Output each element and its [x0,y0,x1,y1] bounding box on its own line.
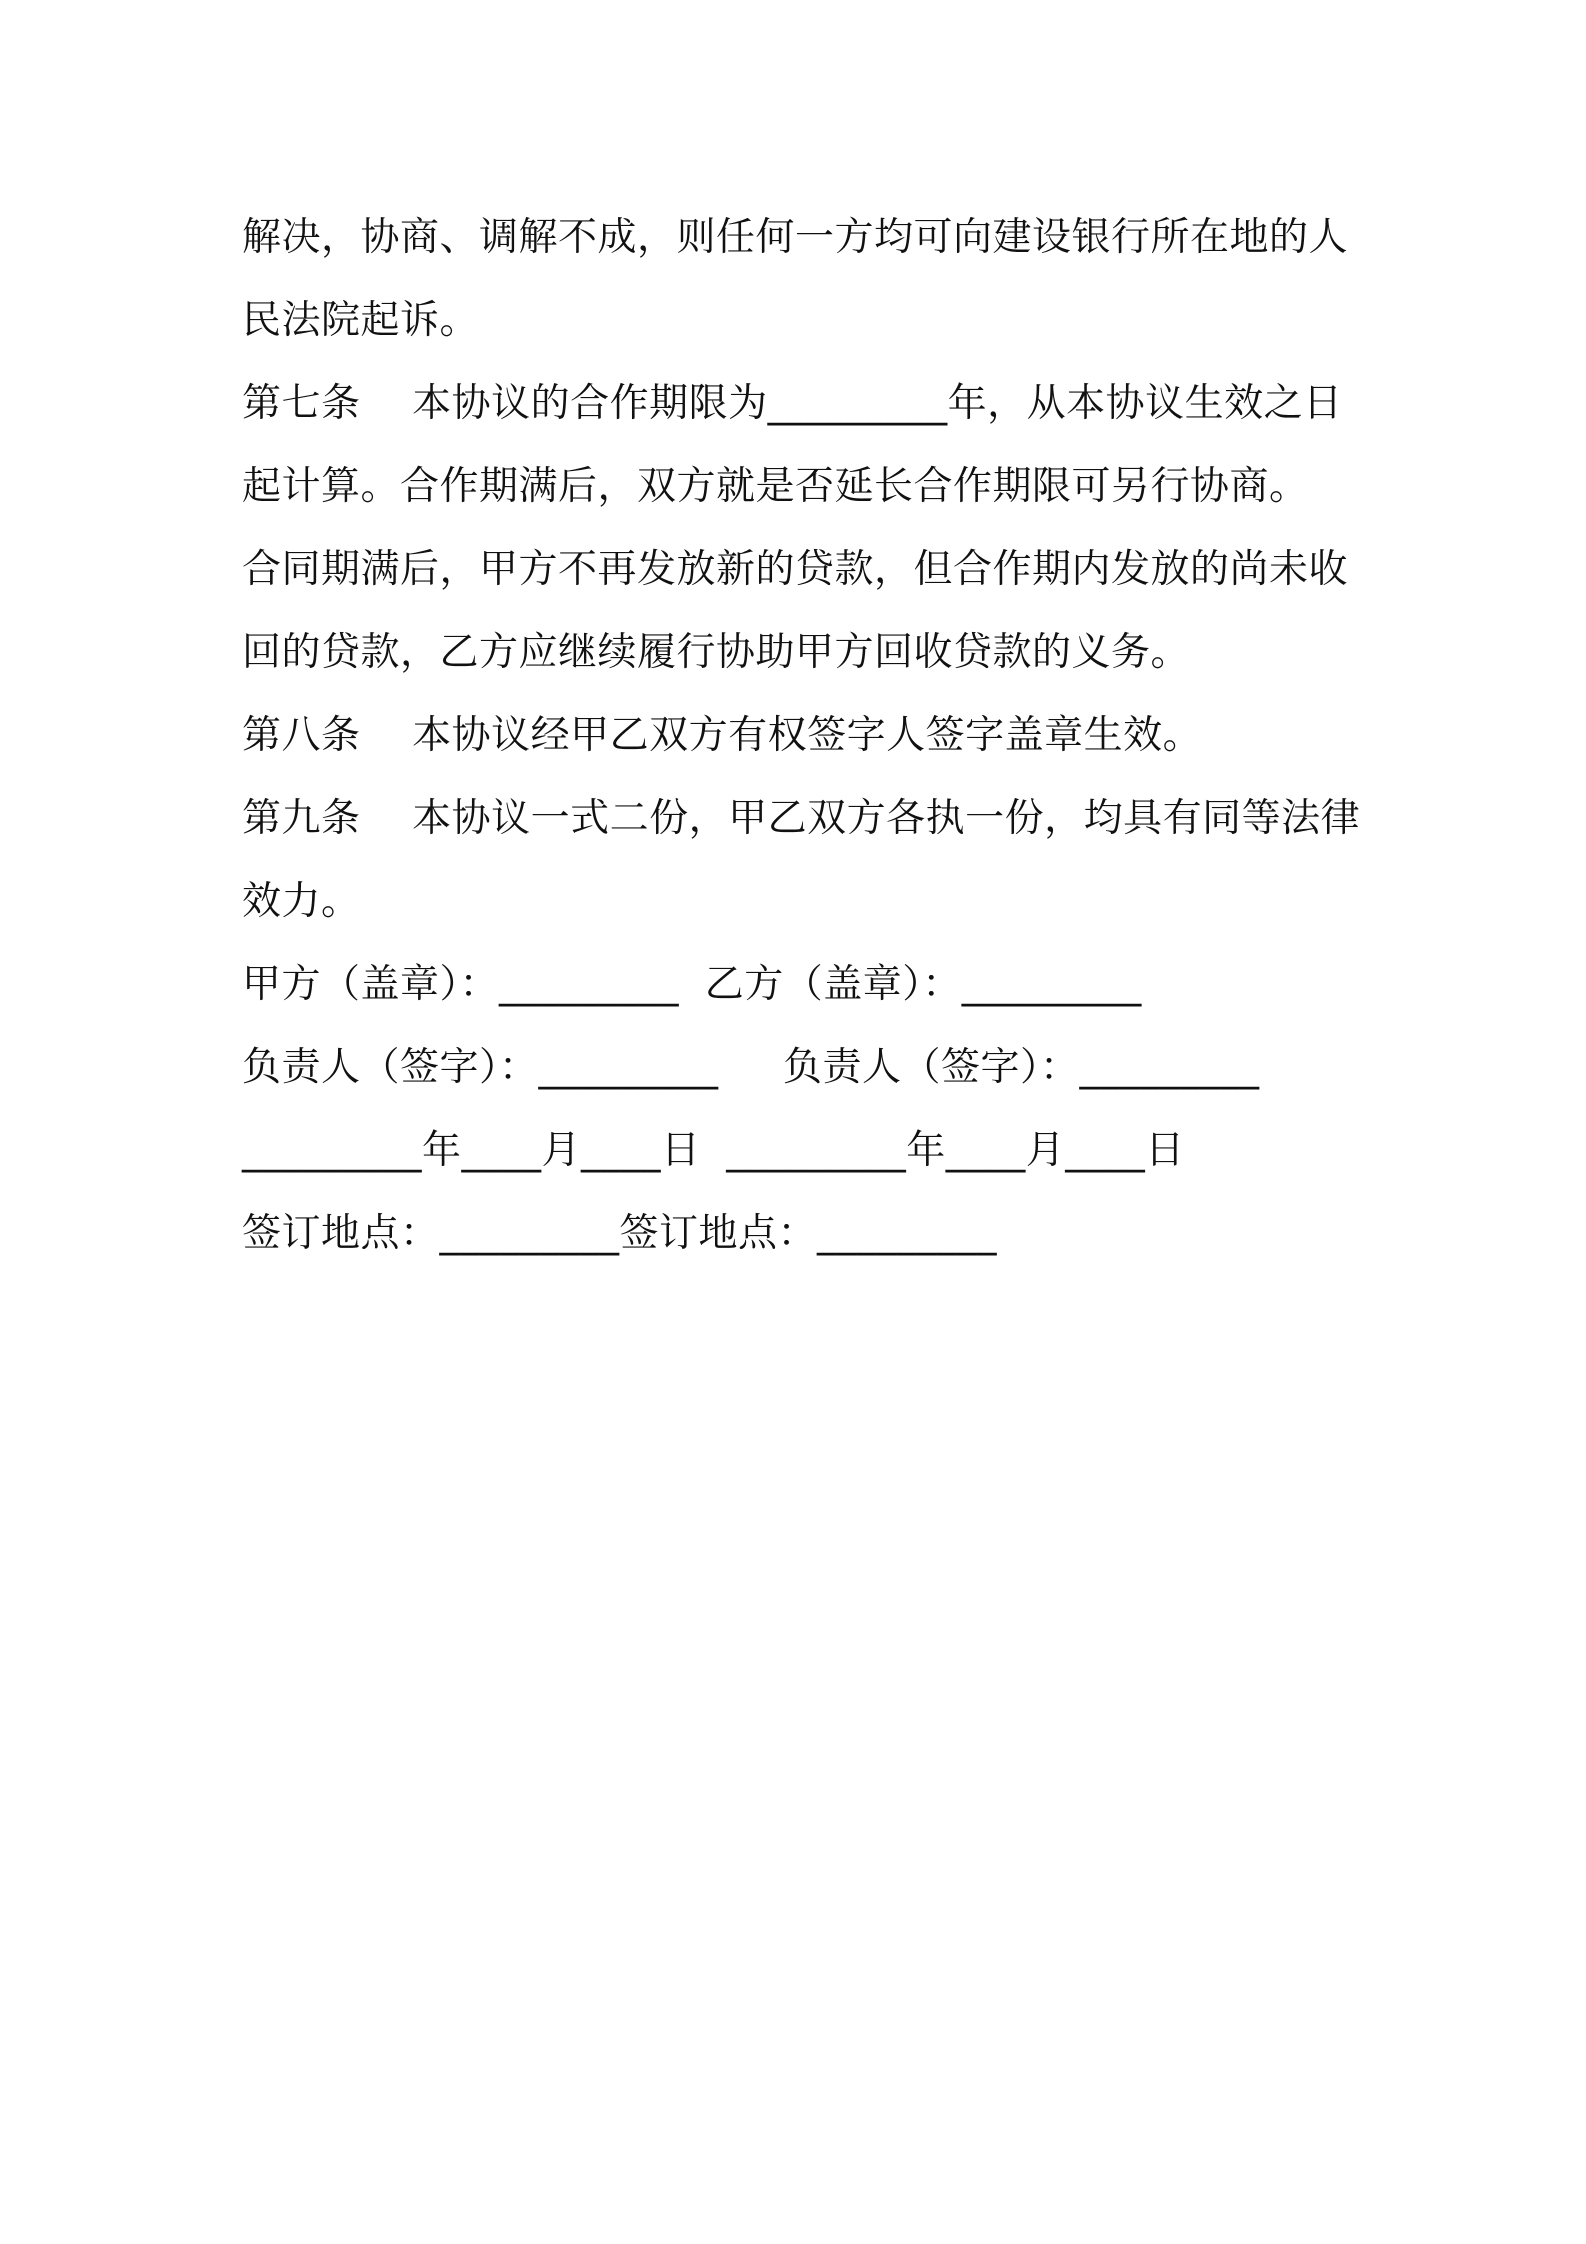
text-line-article-7: 第七条 本协议的合作期限为_________年，从本协议生效之日 [242,381,1343,426]
text-line-article-9: 第九条 本协议一式二份，甲乙双方各执一份，均具有同等法律 [242,796,1361,841]
signature-line-location: 签订地点：_________签订地点：_________ [242,1211,998,1256]
text-line-article-7-cont: 起计算。合作期满后，双方就是否延长合作期限可另行协商。 [242,464,1309,509]
signature-line-seals: 甲方（盖章）：_________ 乙方（盖章）：_________ [242,962,1142,1007]
text-line-loan-recovery: 回的贷款，乙方应继续履行协助甲方回收贷款的义务。 [242,630,1191,675]
signature-line-dates: _________年____月____日 _________年____月____日 [242,1128,1185,1173]
text-line-contract-expiry: 合同期满后，甲方不再发放新的贷款，但合作期内发放的尚未收 [242,547,1349,592]
text-line-article-9-cont: 效力。 [242,879,361,924]
document-body [242,196,1362,1275]
signature-line-responsible: 负责人（签字）：_________ 负责人（签字）：_________ [242,1045,1260,1090]
text-line-court: 民法院起诉。 [242,298,480,343]
text-line-article-8: 第八条 本协议经甲乙双方有权签字人签字盖章生效。 [242,713,1203,758]
text-line-dispute-resolution: 解决，协商、调解不成，则任何一方均可向建设银行所在地的人 [242,215,1349,260]
